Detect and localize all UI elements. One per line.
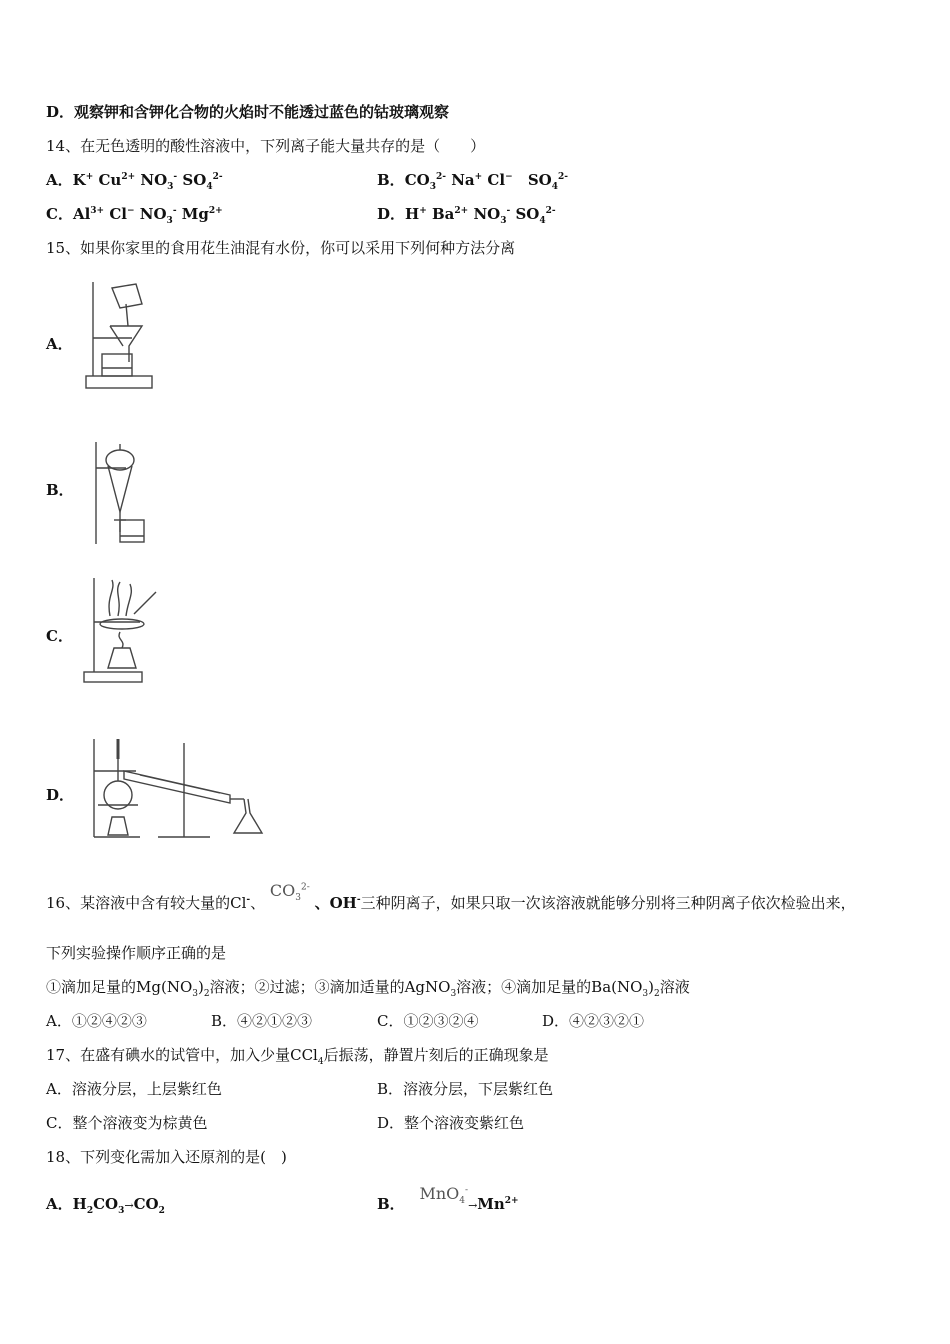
q17-option-c: C．整个溶液变为棕黄色 [46,1114,208,1132]
q16-steps: ①滴加足量的$Mg(NO_3)_2$溶液；②过滤；③滴加适量的AgNO$_3$溶液；④滴加足量的$Ba(NO_3)_2$溶液 [46,978,690,999]
q17-stem: 17、在盛有碘水的试管中，加入少量CCl$_4$后振荡，静置片刻后的正确现象是 [46,1046,549,1067]
permanganate-ion: MnO$_4$- [419,1184,469,1207]
q17-option-a: A．溶液分层，上层紫红色 [46,1080,222,1098]
q16-option-b: B．④②①②③ [211,1012,313,1030]
q16-stem-line2: 下列实验操作顺序正确的是 [46,944,227,962]
q13-option-d: D．观察钾和含钾化合物的火焰时不能透过蓝色的钴玻璃观察 [46,103,450,121]
filtration-apparatus-icon [80,278,162,393]
q15-option-a-label: A． [46,335,73,353]
q14-stem: 14、在无色透明的酸性溶液中，下列离子能大量共存的是（ ） [46,137,486,155]
q15-option-b-label: B． [46,481,74,499]
distillation-apparatus-icon [80,735,270,843]
q18-stem: 18、下列变化需加入还原剂的是( ) [46,1148,287,1166]
q18-option-a: A．$H_2CO_3\to CO_2$ [46,1195,165,1216]
q14-option-a: A．K+ $Cu^{2+}$ $NO_3^-$ $SO_4^{2-}$ [46,171,223,192]
q17-option-b: B．溶液分层，下层紫红色 [377,1080,554,1098]
evaporation-apparatus-icon [80,576,162,684]
separatory-funnel-icon [80,440,160,548]
q17-option-d: D．整个溶液变紫红色 [377,1114,525,1132]
q15-option-d-label: D． [46,786,75,804]
q14-option-b: B．$CO_3^{2-}$ Na+ Cl− $SO_4^{2-}$ [377,171,569,192]
q14-option-c: C．$Al^{3+}$ Cl− $NO_3^-$ $Mg^{2+}$ [46,205,223,226]
carbonate-ion: $CO_3^{2-}$ [269,881,310,904]
q14-option-d: D．H+ $Ba^{2+}$ $NO_3^-$ $SO_4^{2-}$ [377,205,556,226]
q16-option-d: D．④②③②① [542,1012,645,1030]
q16-option-a: A．①②④②③ [46,1012,147,1030]
q18-option-b: B． $MnO_4^-\to Mn^{2+}$ [377,1184,519,1213]
q16-stem: 16、某溶液中含有较大量的Cl-、 $CO_3^{2-}$ 、OH-三种阴离子，如果只取一次该溶液就能够分别将三种阴离子依次检验出来， [46,881,856,912]
q16-option-c: C．①②③②④ [377,1012,479,1030]
q15-stem: 15、如果你家里的食用花生油混有水份，你可以采用下列何种方法分离 [46,239,516,257]
q15-option-c-label: C． [46,627,73,645]
